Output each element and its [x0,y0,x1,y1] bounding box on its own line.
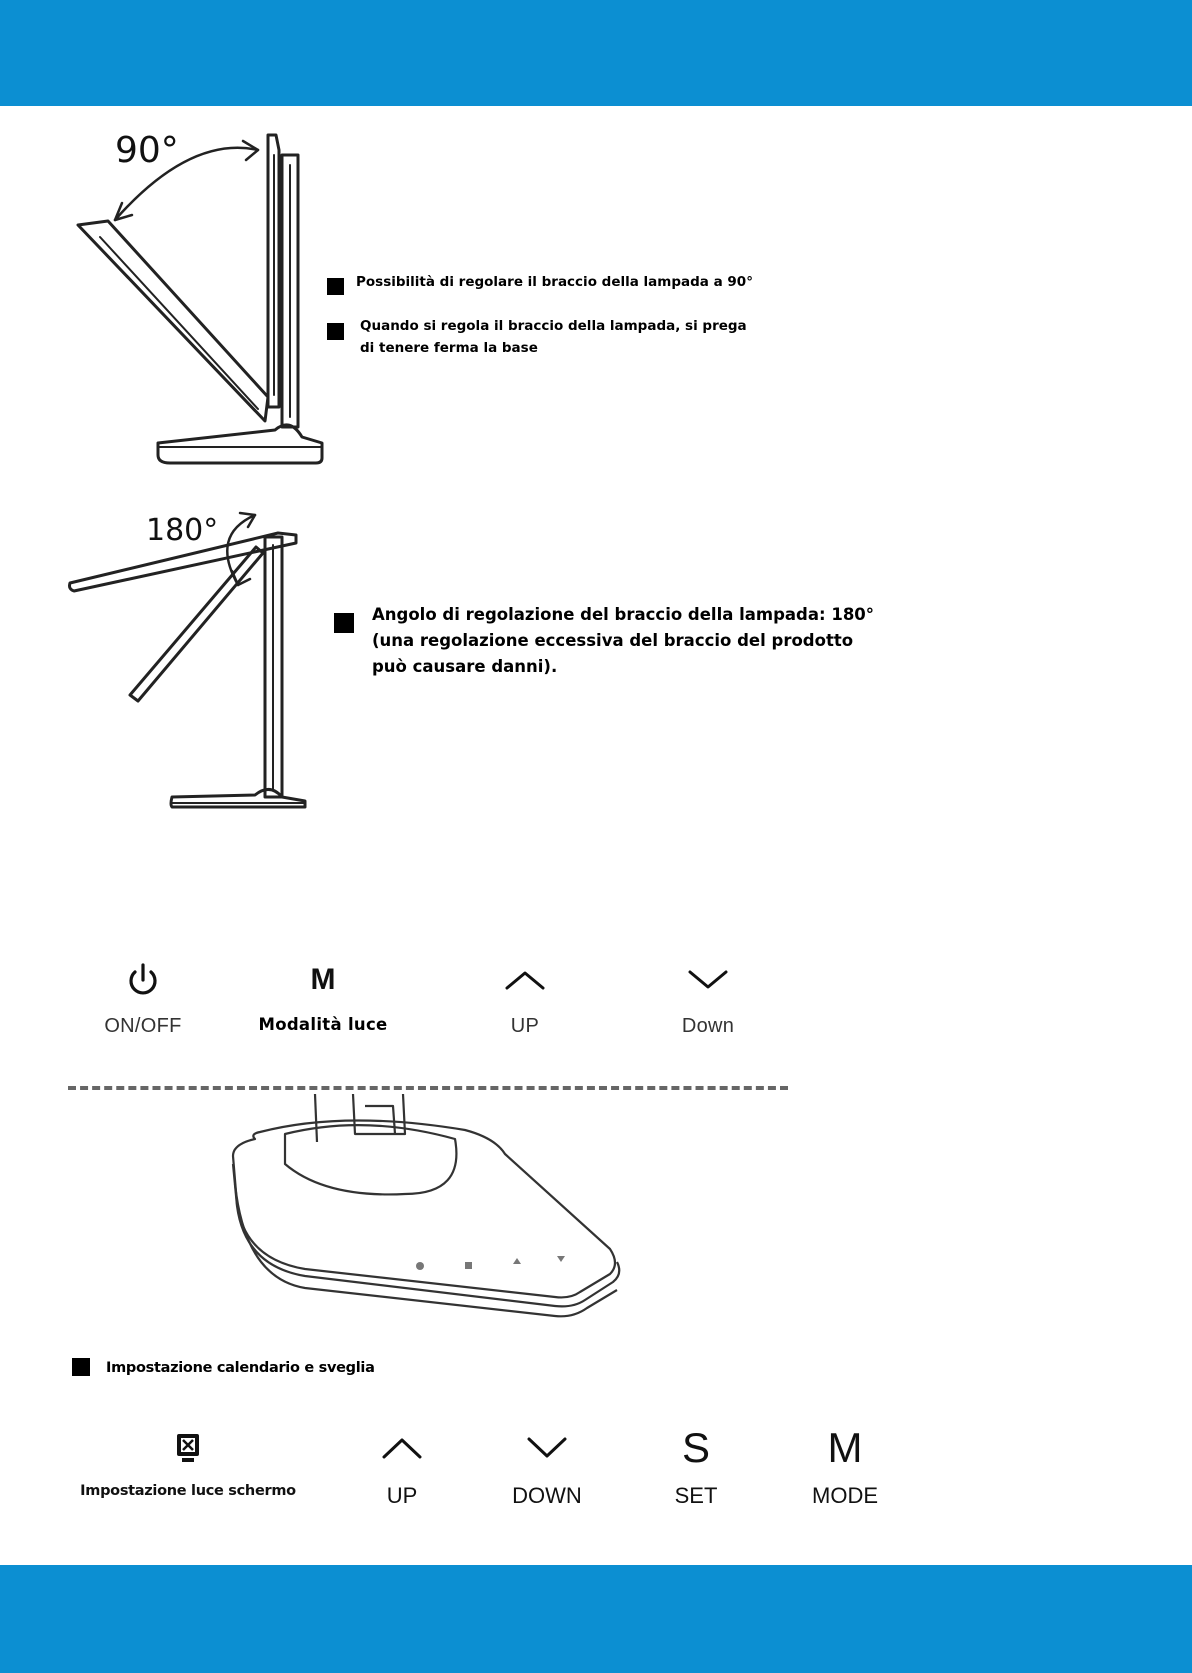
lamp-button-label: Modalità luce [258,1015,388,1034]
set-icon: S [681,1424,710,1471]
mode-icon: M [827,1424,863,1471]
dashed-divider [68,1086,788,1090]
lamp-button-label: ON/OFF [104,1015,182,1037]
angle-90-label: 90° [115,130,179,171]
bullet-icon [327,323,344,340]
bullet-icon [72,1358,90,1376]
clock-button-mode [750,1423,940,1509]
footer-band [0,1565,1192,1673]
lamp-button-up [430,955,620,1038]
lamp-90-degree-illustration [60,125,340,470]
lamp-button-mode [228,955,418,1034]
chevron-down-icon [613,955,803,1005]
lamp-button-on-off [48,955,238,1038]
bullet-icon [327,278,344,295]
note-180-angle-line1: Angolo di regolazione del braccio della lampada: 180° [372,605,875,624]
note-180-angle-line2: (una regolazione eccessiva del braccio del prodotto [372,631,854,650]
lamp-button-label: Down [681,1015,735,1037]
note-180-angle-line3: può causare danni). [372,657,558,676]
clock-button-label: MODE [812,1483,878,1508]
header-band [0,0,1192,106]
clock-button-label: SET [674,1483,718,1508]
calendar-alarm-heading: Impostazione calendario e sveglia [106,1360,375,1376]
chevron-up-icon [430,955,620,1005]
lamp-button-down [613,955,803,1038]
note-90-hold-base-line1: Quando si regola il braccio della lampada, si prega [360,318,747,334]
clock-button-screen-light [68,1423,308,1499]
clock-button-label: DOWN [512,1483,582,1508]
mode-icon: M [310,963,336,996]
note-90-adjust: Possibilità di regolare il braccio della lampada a 90° [356,274,753,290]
angle-180-label: 180° [146,513,219,548]
lamp-180-degree-illustration [60,505,320,810]
power-icon [48,955,238,1005]
lamp-button-label: UP [510,1015,540,1037]
lamp-base-touch-panel-illustration [225,1094,635,1319]
clock-button-label: Impostazione luce schermo [80,1483,296,1499]
clock-button-label: UP [386,1483,418,1508]
note-90-hold-base-line2: di tenere ferma la base [360,340,538,356]
screen-light-icon [68,1423,308,1473]
bullet-icon [334,613,354,633]
